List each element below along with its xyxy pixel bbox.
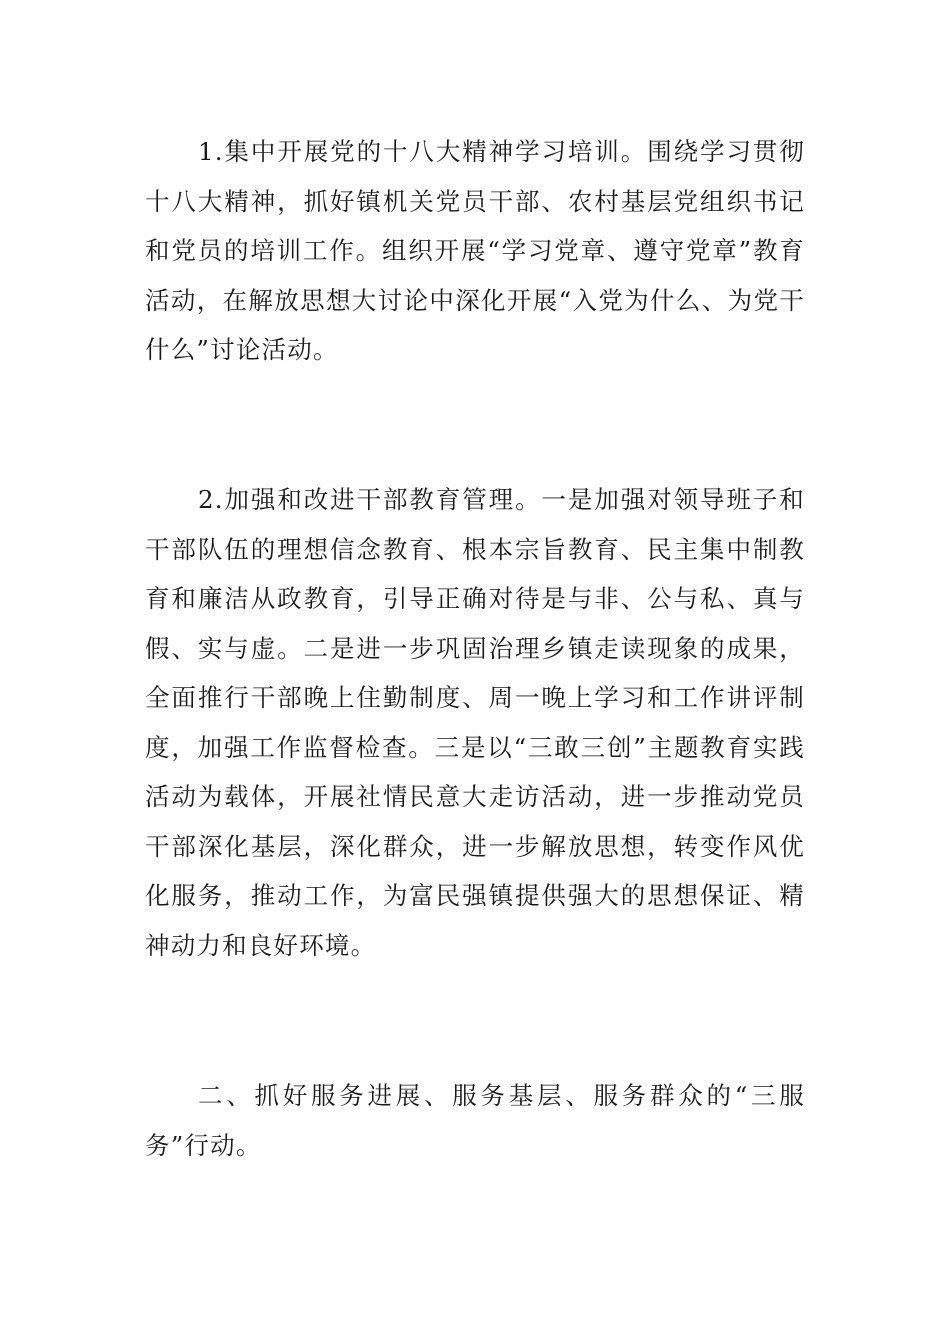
paragraph-three-services-heading: 二、抓好服务进展、服务基层、服务群众的“三服务”行动。 (145, 1081, 805, 1160)
paragraph-cadre-education-management: 2.加强和改进干部教育管理。一是加强对领导班子和干部队伍的理想信念教育、根本宗旨教育、民主集中制教育和廉洁从政教育，引导正确对待是与非、公与私、真与假、实与虚。二是进一步巩固治理乡镇走读现象的成果，全面推行干部晚上住勤制度、周一晚上学习和工作讲评制度，加强工作监督检查。三是以“三敢三创”主题教育实践活动为载体，开展社情民意大走访活动，进一步推动党员干部深化基层，深化群众，进一步解放思想，转变作风优化服务，推动工作，为富民强镇提供强大的思想保证、精神动力和良好环境。 (145, 485, 805, 960)
paragraph-party-study-training: 1.集中开展党的十八大精神学习培训。围绕学习贯彻十八大精神，抓好镇机关党员干部、农村基层党组织书记和党员的培训工作。组织开展“学习党章、遵守党章”教育活动，在解放思想大讨论中深化开展“入党为什么、为党干什么”讨论活动。 (145, 137, 805, 364)
